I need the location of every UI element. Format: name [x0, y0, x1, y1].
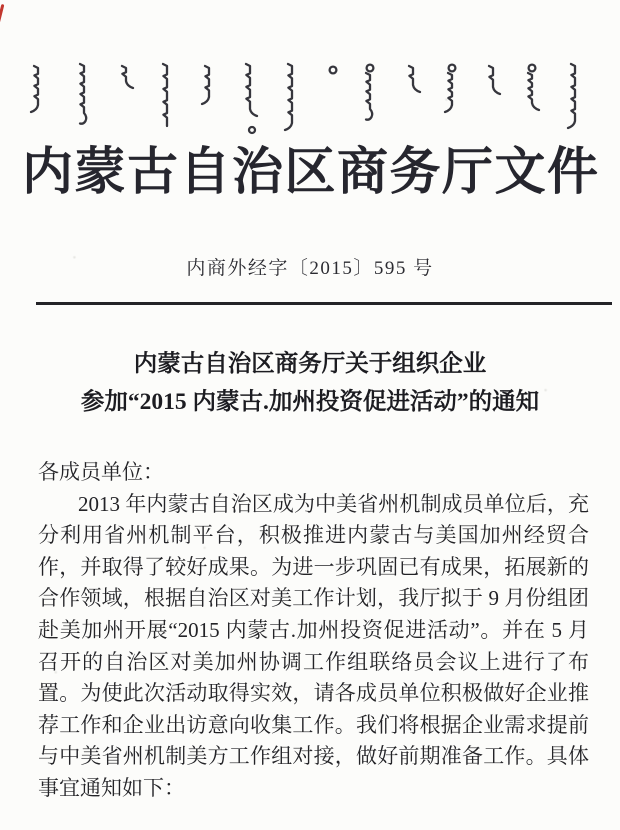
- notice-title: [28, 345, 592, 421]
- body-line: 作，并取得了较好成果。为进一步巩固已有成果，拓展新的: [38, 554, 589, 579]
- document-number: 内商外经字〔2015〕595 号: [186, 258, 434, 279]
- body-text: [38, 457, 589, 805]
- notice-title-line-2: 参加“2015 内蒙古.加州投资促进活动”的通知: [80, 389, 540, 415]
- header-divider-rule: [36, 302, 612, 305]
- red-pen-tick-mark: [0, 4, 4, 24]
- body-line: 置。为使此次活动取得实效，请各成员单位积极做好企业推: [38, 681, 589, 706]
- body-line: 分利用省州机制平台，积极推进内蒙古与美国加州经贸合: [38, 523, 589, 548]
- body-line: 事宜通知如下：: [38, 775, 185, 800]
- notice-title-line-1: 内蒙古自治区商务厅关于组织企业: [133, 351, 487, 377]
- body-line: 召开的自治区对美加州协调工作组联络员会议上进行了布: [38, 649, 589, 674]
- body-line: 赴美加州开展“2015 内蒙古.加州投资促进活动”。并在 5 月: [38, 617, 589, 642]
- body-line: 合作领域，根据自治区对美工作计划，我厅拟于 9 月份组团: [38, 586, 589, 611]
- body-line: 2013 年内蒙古自治区成为中美省州机制成员单位后，充: [78, 491, 589, 516]
- body-line: 与中美省州机制美方工作组对接，做好前期准备工作。具体: [38, 744, 589, 769]
- body-paragraph: [38, 489, 589, 805]
- salutation: 各成员单位：: [38, 460, 164, 484]
- body-line: 荐工作和企业出访意向收集工作。我们将根据企业需求提前: [38, 712, 589, 737]
- agency-title: 内蒙古自治区商务厅文件: [22, 145, 598, 201]
